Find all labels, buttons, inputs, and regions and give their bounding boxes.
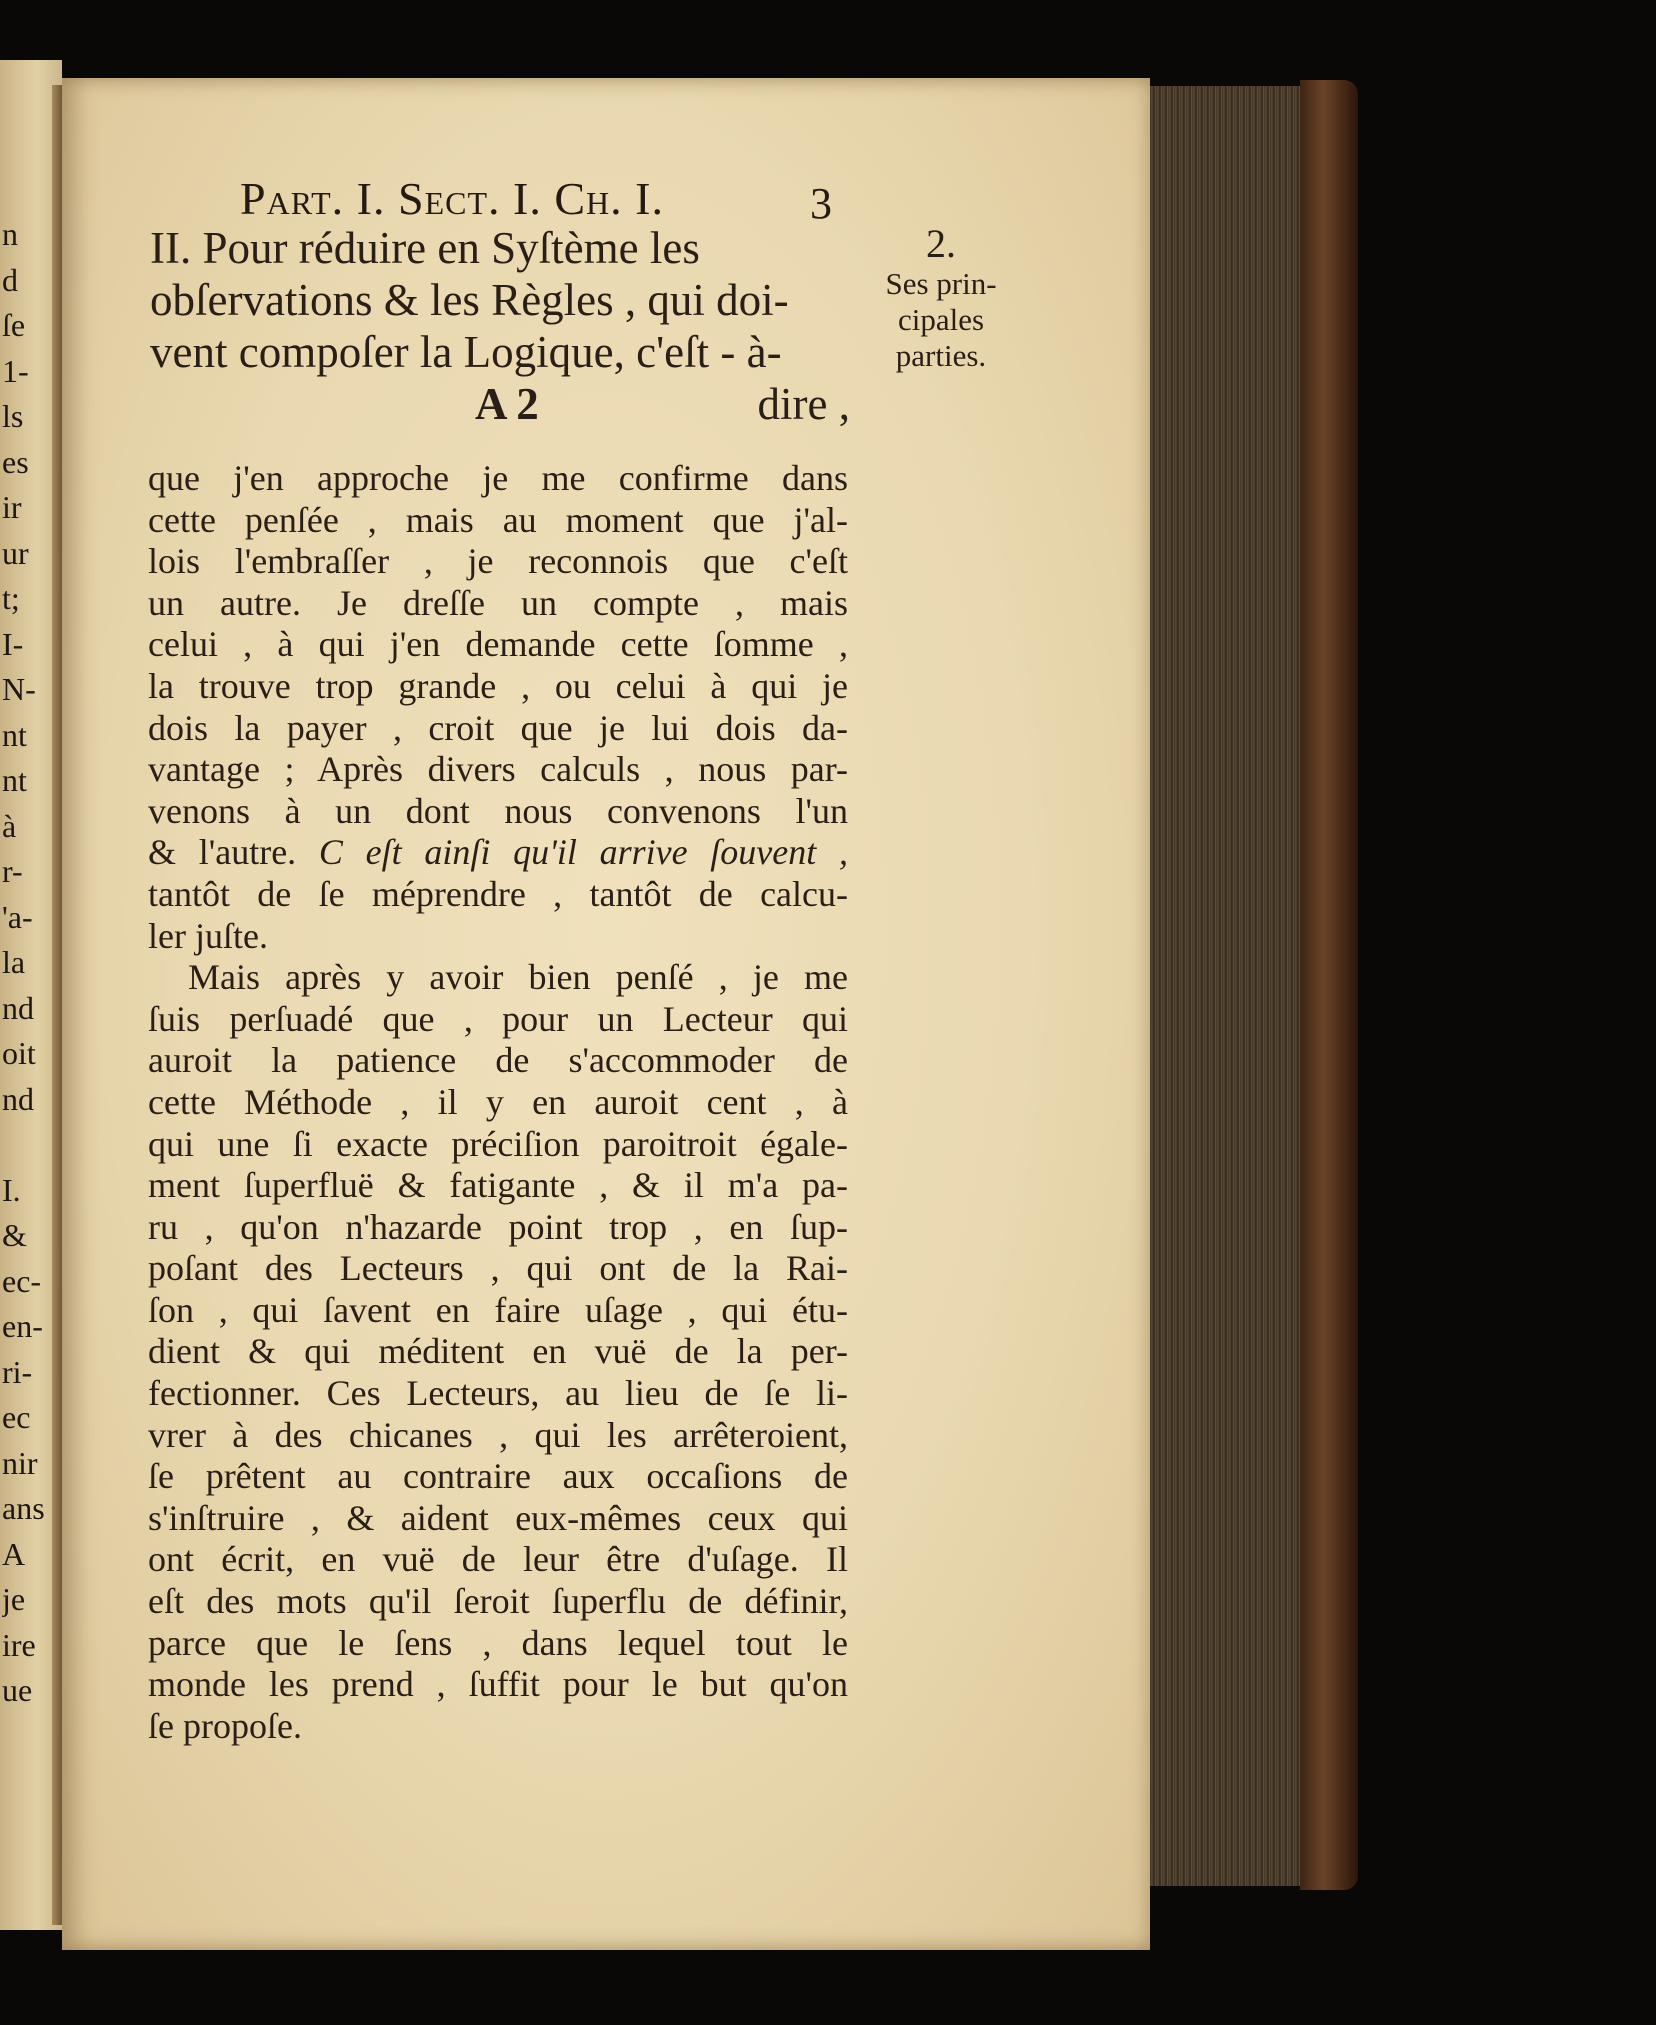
body-line: ſon , qui ſavent en faire uſage , qui étu-: [148, 1289, 848, 1330]
fragment-line: ur: [2, 534, 29, 571]
body-line: s'inſtruire , & aident eux-mêmes ceux qui: [148, 1497, 848, 1538]
body-line: cette Méthode , il y en auroit cent , à: [148, 1081, 848, 1122]
body-line: venons à un dont nous convenons l'un: [148, 790, 848, 831]
fragment-line: ire: [2, 1626, 36, 1663]
body-line: ler juſte.: [148, 915, 268, 956]
fragment-line: t;: [2, 580, 20, 616]
fragment-line: 1-: [2, 352, 29, 389]
fragment-line: je: [2, 1581, 26, 1617]
fragment-line: ri-: [2, 1353, 33, 1390]
body-line: dois la payer , croit que je lui dois da-: [148, 707, 848, 748]
fragment-line: la: [2, 944, 26, 980]
body-line: cette penſée , mais au moment que j'al-: [148, 499, 848, 540]
marginal-note-line: parties.: [895, 338, 987, 373]
running-head: [240, 172, 664, 225]
fragment-line: 'a-: [2, 898, 33, 935]
italic-phrase: C eſt ainſi qu'il arrive ſouvent ,: [318, 832, 848, 873]
marginal-note-line: cipales: [897, 302, 985, 337]
body-line: parce que le ſens , dans lequel tout le: [148, 1622, 848, 1663]
running-head-section: Sect. I.: [397, 173, 542, 224]
body-line: la trouve trop grande , ou celui à qui je: [148, 665, 848, 706]
fragment-line: ſe: [2, 307, 26, 343]
body-line: ſe prêtent au contraire aux occaſions de: [148, 1456, 848, 1497]
fragment-line: I.: [2, 1171, 21, 1208]
body-line: ſuis perſuadé que , pour un Lecteur qui: [148, 998, 848, 1039]
fragment-line: ec: [2, 1399, 31, 1435]
fragment-line: es: [2, 443, 29, 480]
body-line: ment ſuperfluë & fatigante , & il m'a pa-: [148, 1165, 848, 1206]
fragment-line: nt: [2, 762, 27, 798]
fragment-line: nd: [2, 1080, 34, 1117]
fragment-line: I-: [2, 625, 24, 662]
body-line: tantôt de ſe méprendre , tantôt de calcu-: [148, 873, 848, 914]
fragment-line: A: [2, 1535, 26, 1572]
book-cover-edge: [1300, 80, 1358, 1890]
body-line: eſt des mots qu'il ſeroit ſuperflu de définir,: [148, 1581, 848, 1622]
fragment-line: d: [2, 261, 18, 298]
running-head-chapter: Ch. I.: [554, 173, 664, 224]
fragment-line: à: [2, 807, 17, 844]
fragment-line: N-: [2, 671, 36, 707]
fragment-line: r-: [2, 853, 23, 889]
body-line: un autre. Je dreſſe un compte , mais: [148, 582, 848, 623]
lead-paragraph: [150, 222, 850, 378]
body-line: poſant des Lecteurs , qui ont de la Rai-: [148, 1248, 848, 1289]
fragment-line: en-: [2, 1308, 43, 1344]
marginal-note: [882, 222, 1000, 374]
running-head-part: Part. I.: [240, 173, 386, 224]
body-line: qui une ſi exacte préciſion paroitroit égale-: [148, 1123, 848, 1164]
fragment-line: ec-: [2, 1262, 42, 1299]
signature-line: [150, 378, 850, 430]
body-line: lois l'embraſſer , je reconnois que c'eſt: [148, 541, 848, 582]
body-line-italic: & l'autre. C eſt ainſi qu'il arrive ſouvent ,: [148, 832, 848, 873]
fragment-line: ue: [2, 1672, 33, 1708]
body-line: fectionner. Ces Lecteurs, au lieu de ſe li-: [148, 1373, 848, 1414]
fragment-line: nir: [2, 1444, 38, 1481]
body-line: dient & qui méditent en vuë de la per-: [148, 1331, 848, 1372]
marginal-note-number: 2.: [926, 221, 956, 266]
body-line: vrer à des chicanes , qui les arrêteroient,: [148, 1414, 848, 1455]
body-line: auroit la patience de s'accommoder de: [148, 1040, 848, 1081]
body-line: ru , qu'on n'hazarde point trop , en ſup-: [148, 1206, 848, 1247]
fragment-line: ls: [2, 398, 24, 434]
lead-line: II. Pour réduire en Syſtème les: [150, 223, 700, 273]
body-line: Mais après y avoir bien penſé , je me: [188, 957, 848, 998]
signature-mark: A 2: [475, 379, 539, 429]
book-fore-edge: [1150, 86, 1320, 1886]
fragment-line: nd: [2, 989, 34, 1026]
body-text: [148, 458, 848, 1747]
body-line: que j'en approche je me confirme dans: [148, 458, 848, 498]
fragment-line: n: [2, 216, 18, 252]
body-line: vantage ; Après divers calculs , nous par-: [148, 749, 848, 790]
fragment-line: oit: [2, 1035, 36, 1071]
marginal-note-line: Ses prin-: [885, 266, 997, 301]
body-line: celui , à qui j'en demande cette ſomme ,: [148, 624, 848, 665]
lead-line: vent compoſer la Logique, c'eſt - à-: [150, 327, 782, 377]
fragment-line: ir: [2, 489, 22, 525]
body-line: monde les prend , ſuffit pour le but qu'on: [148, 1664, 848, 1705]
fragment-line: ans: [2, 1490, 45, 1526]
catchword: dire ,: [757, 379, 850, 429]
fragment-line: [2, 1122, 54, 1168]
fragment-line: &: [2, 1217, 27, 1253]
body-line: ſe propoſe.: [148, 1705, 302, 1746]
previous-page-text-fragment: [2, 212, 54, 1714]
lead-line: obſervations & les Règles , qui doi-: [150, 275, 789, 325]
body-line: ont écrit, en vuë de leur être d'uſage. Il: [148, 1539, 848, 1580]
page-number: 3: [810, 179, 832, 228]
fragment-line: nt: [2, 716, 27, 753]
